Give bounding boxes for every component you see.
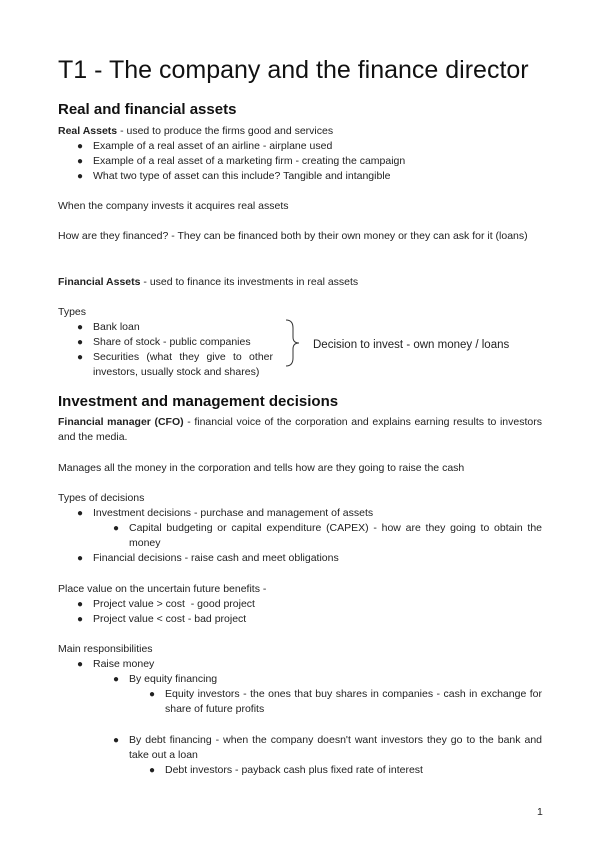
bullet-icon: ●: [77, 171, 84, 182]
list-item: By debt financing - when the company doesn't want investors they go to the bank and take out a loan: [129, 734, 542, 761]
list-item: What two type of asset can this include? Tangible and intangible: [93, 170, 391, 182]
real-assets-term: Real Assets: [58, 125, 118, 137]
bullet-icon: ●: [77, 614, 84, 625]
paragraph-financed: How are they financed? - They can be financed both by their own money or they can ask for it (loans): [58, 230, 528, 242]
manages-paragraph: Manages all the money in the corporation and tells how are they going to raise the cash: [58, 462, 465, 474]
main-responsibilities-label: Main responsibilities: [58, 643, 153, 655]
heading-real-financial-assets: Real and financial assets: [58, 101, 237, 118]
real-assets-definition: - used to produce the firms good and services: [117, 125, 334, 137]
list-item: Share of stock - public companies: [93, 336, 251, 348]
bullet-icon: ●: [77, 599, 84, 610]
financial-manager-definition: - financial voice of the corporation and explains earning results to investors and the media.: [58, 416, 542, 443]
list-item: Capital budgeting or capital expenditure (CAPEX) - how are they going to obtain the money: [129, 522, 542, 549]
list-item: Bank loan: [93, 321, 140, 333]
bullet-icon: ●: [113, 735, 120, 746]
list-item: Example of a real asset of an airline - airplane used: [93, 140, 333, 152]
types-label: Types: [58, 306, 87, 318]
financial-manager-paragraph: [58, 415, 542, 445]
bullet-icon: ●: [77, 337, 84, 348]
bullet-icon: ●: [113, 523, 120, 534]
financial-assets-paragraph: [58, 275, 542, 290]
right-brace-icon: [283, 318, 305, 368]
bullet-icon: ●: [149, 765, 156, 776]
types-of-decisions-label: Types of decisions: [58, 492, 145, 504]
bullet-icon: ●: [77, 352, 84, 363]
bullet-icon: ●: [77, 659, 84, 670]
list-item: Debt investors - payback cash plus fixed rate of interest: [165, 764, 423, 776]
bullet-icon: ●: [77, 322, 84, 333]
bullet-icon: ●: [113, 674, 120, 685]
page-number: 1: [537, 806, 543, 818]
list-item: Project value < cost - bad project: [93, 613, 247, 625]
bullet-icon: ●: [77, 156, 84, 167]
financial-assets-definition: - used to finance its investments in real assets: [140, 276, 359, 288]
heading-investment-management: Investment and management decisions: [58, 393, 339, 410]
bullet-icon: ●: [77, 553, 84, 564]
list-item: Raise money: [93, 658, 155, 670]
bullet-icon: ●: [77, 508, 84, 519]
place-value-paragraph: Place value on the uncertain future benefits -: [58, 583, 267, 595]
list-item: Project value > cost - good project: [93, 598, 255, 610]
list-item: Equity investors - the ones that buy shares in companies - cash in exchange for share of future profits: [165, 688, 542, 715]
decision-callout: Decision to invest - own money / loans: [313, 339, 510, 351]
list-item: Example of a real asset of a marketing firm - creating the campaign: [93, 155, 406, 167]
bullet-icon: ●: [77, 141, 84, 152]
paragraph-invests: When the company invests it acquires real assets: [58, 200, 289, 212]
financial-manager-term: Financial manager (CFO): [58, 416, 184, 428]
list-item: Securities (what they give to other investors, usually stock and shares): [93, 351, 273, 378]
bullet-icon: ●: [149, 689, 156, 700]
list-item: By equity financing: [129, 673, 218, 685]
financial-assets-term: Financial Assets: [58, 276, 141, 288]
list-item: Financial decisions - raise cash and meet obligations: [93, 552, 339, 564]
real-assets-paragraph: [58, 124, 542, 139]
list-item: Investment decisions - purchase and management of assets: [93, 507, 374, 519]
page-title: T1 - The company and the finance director: [58, 56, 529, 84]
